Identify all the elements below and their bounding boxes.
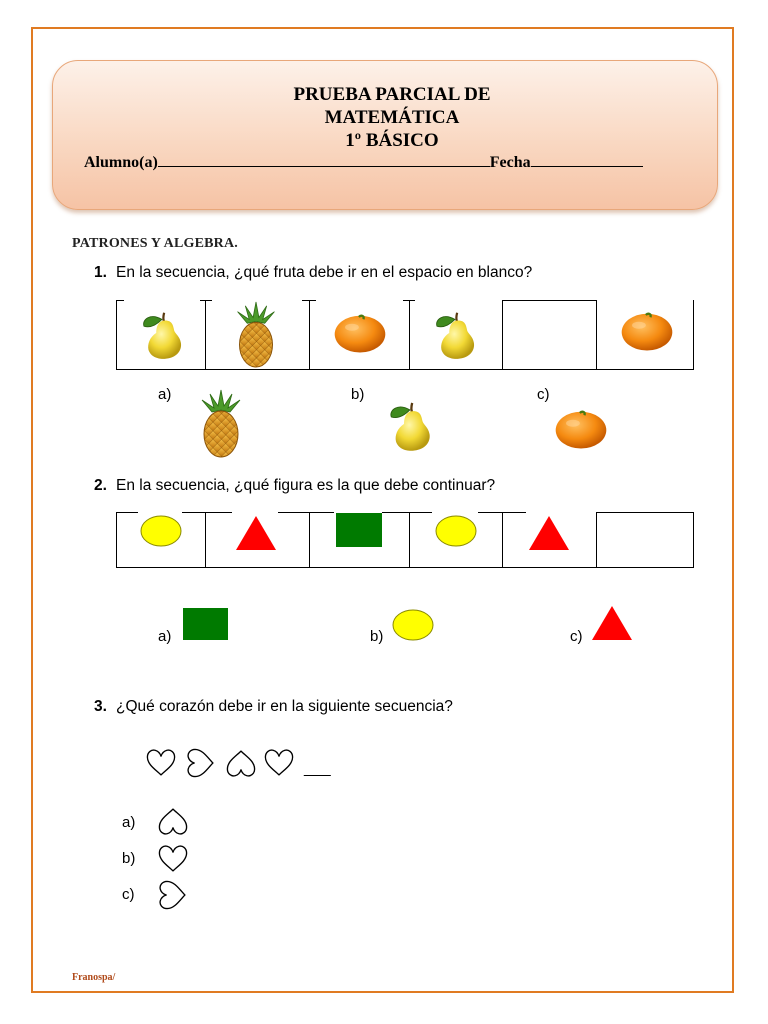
- section-title: PATRONES Y ALGEBRA.: [72, 236, 238, 251]
- sequence-cell: [116, 512, 206, 567]
- option-1a-label[interactable]: a): [158, 386, 172, 403]
- student-name-field[interactable]: [158, 152, 490, 167]
- test-title-line1: PRUEBA PARCIAL DE: [293, 84, 491, 105]
- red-triangle-icon[interactable]: [590, 604, 634, 642]
- red-triangle-icon: [234, 514, 278, 552]
- sequence-cell: [309, 300, 410, 369]
- pear-icon: [428, 306, 484, 362]
- orange-icon[interactable]: [548, 406, 614, 452]
- sequence-cell: [409, 512, 503, 567]
- heart-down-icon[interactable]: [156, 842, 190, 876]
- red-triangle-icon: [527, 514, 571, 552]
- green-square-icon[interactable]: [183, 608, 228, 640]
- heart-down-icon: [144, 746, 178, 780]
- heart-right-icon[interactable]: [156, 878, 190, 912]
- option-2b-label[interactable]: b): [370, 628, 384, 645]
- option-3b-label[interactable]: b): [122, 850, 136, 867]
- sequence-cell: [205, 300, 310, 369]
- sequence-blank-cell[interactable]: [502, 300, 597, 369]
- test-grade: 1º BÁSICO: [345, 130, 439, 151]
- option-3c-label[interactable]: c): [122, 886, 135, 903]
- heart-up-icon: [224, 746, 258, 780]
- orange-icon: [615, 308, 679, 354]
- heart-sequence: [144, 746, 354, 786]
- fruit-sequence: [116, 300, 694, 370]
- option-3a-label[interactable]: a): [122, 814, 136, 831]
- yellow-circle-icon: [139, 514, 183, 548]
- pineapple-icon: [228, 300, 284, 368]
- question-2-text: En la secuencia, ¿qué figura es la que debe continuar?: [116, 477, 496, 494]
- sequence-blank-cell[interactable]: [596, 512, 694, 567]
- sequence-cell: [409, 300, 503, 369]
- heart-right-icon: [184, 746, 218, 780]
- pineapple-icon[interactable]: [193, 388, 249, 458]
- question-3-text: ¿Qué corazón debe ir en la siguiente secuencia?: [116, 698, 453, 715]
- yellow-circle-icon[interactable]: [391, 608, 435, 642]
- pear-icon[interactable]: [382, 396, 440, 454]
- question-3: 3. ¿Qué corazón debe ir en la siguiente secuencia?: [94, 698, 453, 715]
- sequence-cell: [116, 300, 206, 369]
- heart-up-icon[interactable]: [156, 804, 190, 838]
- student-line: [84, 152, 643, 172]
- yellow-circle-icon: [434, 514, 478, 548]
- shape-sequence: [116, 512, 694, 568]
- date-field[interactable]: [531, 152, 643, 167]
- heart-down-icon: [262, 746, 296, 780]
- question-2: 2. En la secuencia, ¿qué figura es la que debe continuar?: [94, 477, 496, 494]
- option-2c-label[interactable]: c): [570, 628, 583, 645]
- date-label: Fecha: [489, 154, 531, 171]
- option-1b-label[interactable]: b): [351, 386, 365, 403]
- question-1: 1. En la secuencia, ¿qué fruta debe ir en el espacio en blanco?: [94, 264, 533, 281]
- student-label: Alumno(a): [84, 154, 158, 171]
- sequence-cell: [205, 512, 310, 567]
- sequence-cell: [309, 512, 410, 567]
- orange-icon: [328, 310, 392, 356]
- pear-icon: [135, 306, 191, 362]
- option-1c-label[interactable]: c): [537, 386, 550, 403]
- test-title-line2: MATEMÁTICA: [324, 107, 460, 128]
- heart-sequence-blank[interactable]: ___: [304, 760, 331, 777]
- sequence-cell: [502, 512, 597, 567]
- sequence-cell: [596, 300, 694, 369]
- green-square-icon: [336, 513, 382, 547]
- footer-author: Franospa/: [72, 972, 116, 983]
- question-1-text: En la secuencia, ¿qué fruta debe ir en el espacio en blanco?: [116, 264, 533, 281]
- option-2a-label[interactable]: a): [158, 628, 172, 645]
